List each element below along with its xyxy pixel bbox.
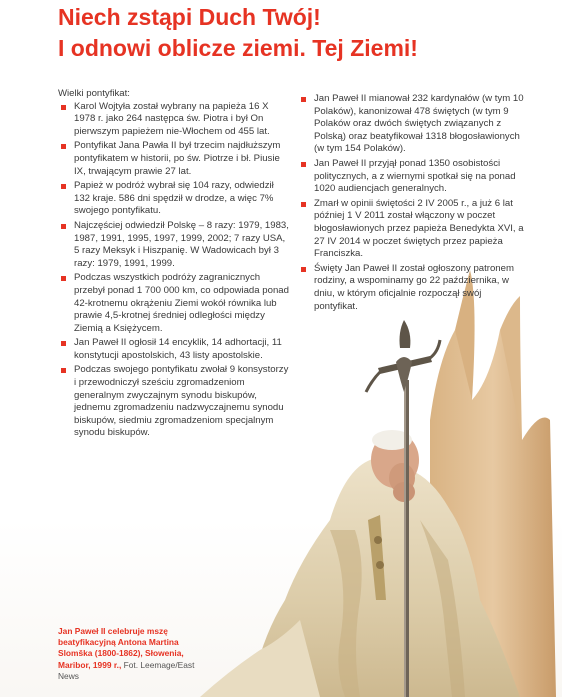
list-item-text: Najczęściej odwiedził Polskę – 8 razy: 1979, 1983, 1987, 1991, 1995, 1997, 1999, 2002; 7 razy USA, 5 razy Meksyk i Hiszpanię. W Wadowicach był 3 razy: 1979, 1991, 1999. [74,219,289,269]
list-item [58,101,290,139]
right-column [298,93,524,315]
headline-line-1: Niech zstąpi Duch Twój! [58,4,321,30]
headline [58,2,558,64]
list-item-text: Zmarł w opinii świętości 2 IV 2005 r., a już 6 lat później 1 V 2011 został włączony w poczet błogosławionych przez papieża Benedykta XVI, a 27 IV 2014 w poczet świętych przez papieża Franciszka. [314,197,524,260]
caption-text: Jan Paweł II celebruje mszę beatyfikacyjną Antona Martina Slomška (1800-1862), Słowenia, Maribor, 1999 r., [58,626,184,670]
list-item-text: Jan Paweł II ogłosił 14 encyklik, 14 adhortacji, 11 konstytucji apostolskich, 43 listy apostolskie. [74,337,282,361]
list-item [58,180,290,218]
photo-credit: Fot. Leemage/East News [58,659,195,681]
bullet-icon [61,341,66,346]
list-item-text: Święty Jan Paweł II został ogłoszony patronem rodziny, a wspominamy go 22 października, w dniu, w którym oficjalnie rozpoczął swój pontyfikat. [314,262,514,312]
fact-list-right [298,93,524,313]
list-item-text: Pontyfikat Jana Pawła II był trzecim najdłuższym pontyfikatem w historii, po św. Piotrze i bł. Piusie IX, trwającym prawie 27 lat. [74,140,281,177]
list-item [58,220,290,270]
list-item [58,337,290,362]
bullet-icon [301,202,306,207]
bullet-icon [61,105,66,110]
list-item-text: Karol Wojtyła został wybrany na papieża 16 X 1978 r. jako 264 następca św. Piotra i był On pierwszym papieżem nie-Włochem od 455 lat. [74,100,270,137]
left-column [58,88,290,442]
list-item [58,364,290,440]
bullet-icon [61,144,66,149]
list-item [298,198,524,261]
photo-caption [58,626,208,682]
list-item [298,158,524,196]
list-item-text: Jan Paweł II mianował 232 kardynałów (w tym 10 Polaków), kanonizował 478 świętych (w tym 9 Polaków oraz dwóch świętych związanych z Polską) oraz beatyfikował 1318 błogosławionych (w tym 154 Polaków). [314,93,524,155]
list-item [298,263,524,313]
list-item [58,140,290,178]
bullet-icon [61,184,66,189]
fact-list-left [58,101,290,440]
list-item-text: Podczas swojego pontyfikatu zwołał 9 konsystorzy i przewodniczył sześciu zgromadzeniom generalnym zwyczajnym synodu biskupów, jednemu zgromadzeniu nadzwyczajnemu synodu biskupów, siedmiu zgromadzeniom specjalnym synodu biskupów. [74,364,289,439]
list-item-text: Podczas wszystkich podróży zagranicznych przebył ponad 1 700 000 km, co odpowiada ponad 42-krotnemu okrążeniu Ziemi wokół równika lub prawie 4,5-krotnej średniej odległości między Ziemią a Księżycem. [74,272,289,334]
list-item [298,93,524,156]
list-item-text: Papież w podróż wybrał się 104 razy, odwiedził 132 kraje. 586 dni spędził w drodze, a więc 7% swojego pontyfikatu. [74,180,274,217]
section-intro: Wielki pontyfikat: [58,88,130,99]
bullet-icon [61,276,66,281]
bullet-icon [301,97,306,102]
bullet-icon [301,162,306,167]
list-item-text: Jan Paweł II przyjął ponad 1350 osobistości politycznych, a z wiernymi spotkał się na ponad 1020 audiencjach generalnych. [314,157,516,195]
bullet-icon [61,368,66,373]
headline-line-2: I odnowi oblicze ziemi. Tej Ziemi! [58,35,418,61]
bullet-icon [301,267,306,272]
bullet-icon [61,224,66,229]
list-item [58,272,290,335]
